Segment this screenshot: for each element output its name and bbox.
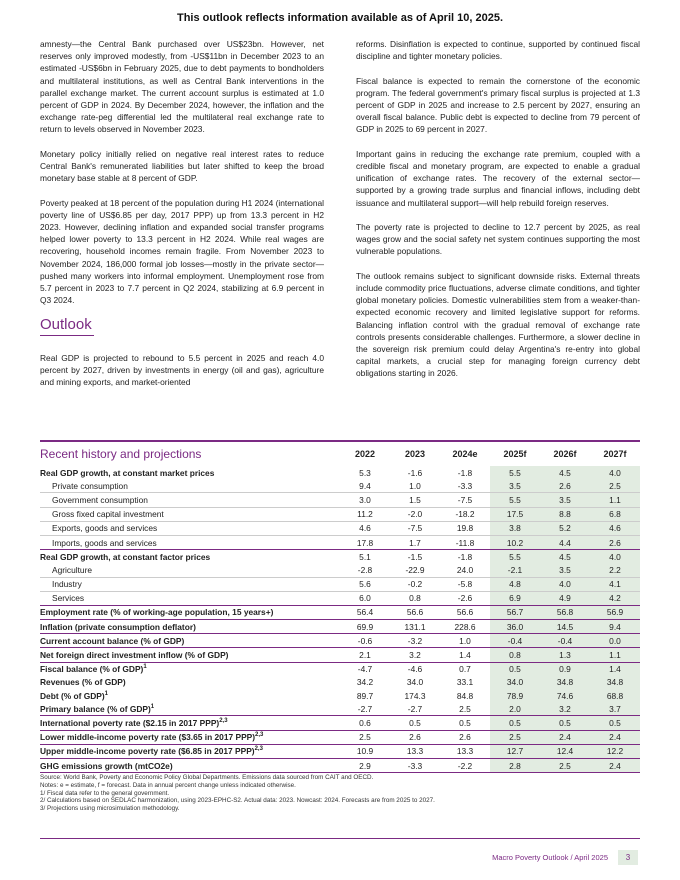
outlook-heading: Outlook	[40, 315, 92, 333]
year-header: 2027f	[590, 442, 640, 466]
row-label-text: Inflation (private consumption deflator)	[40, 621, 196, 632]
table-cell: -11.8	[455, 537, 475, 548]
table-cell: 56.9	[590, 605, 640, 619]
table-cell: -1.8	[440, 550, 490, 564]
table-cell: -18.2	[440, 507, 490, 521]
row-label-text: Industry	[52, 579, 82, 590]
table-cell: 36.0	[490, 620, 540, 634]
table-cell: 2.4	[590, 758, 640, 772]
table-row	[40, 702, 640, 716]
table-cell: -5.8	[440, 577, 490, 591]
table-cell: 2.5	[540, 758, 590, 772]
table-cell: 6.8	[590, 507, 640, 521]
table-row	[40, 521, 640, 535]
note: 2/ Calculations based on SEDLAC harmonization, using 2023-EPHC-S2. Actual data: 2023. Nowcast: 2024. Forecasts are from 2025 to 2027.	[40, 797, 435, 805]
table-cell: 1.1	[590, 648, 640, 662]
table-cell: 5.3	[359, 467, 371, 478]
table-cell: 13.3	[390, 744, 440, 758]
row-label-text: Fiscal balance (% of GDP)	[40, 664, 144, 675]
table-row	[40, 730, 640, 744]
table-cell: 74.6	[540, 689, 590, 702]
projections-table-container	[40, 440, 640, 773]
table-cell: -4.6	[390, 662, 440, 676]
table-cell: 0.5	[390, 716, 440, 730]
year-header: 2024e	[452, 449, 478, 459]
table-cell: 0.5	[540, 716, 590, 730]
table-cell: 2.2	[590, 563, 640, 577]
table-row	[40, 507, 640, 521]
left-text-column	[40, 38, 324, 401]
source-note: Source: World Bank, Poverty and Economic Policy Global Departments. Emissions data sourced from CAIT and OECD.	[40, 774, 374, 781]
table-cell: 4.9	[540, 591, 590, 605]
footer-publication: Macro Poverty Outlook / April 2025	[492, 853, 608, 862]
page-number: 3	[618, 850, 638, 865]
table-cell: -2.1	[490, 563, 540, 577]
table-cell: 8.8	[540, 507, 590, 521]
table-cell: 11.2	[340, 507, 390, 521]
table-cell: 12.7	[490, 744, 540, 758]
paragraph: The poverty rate is projected to decline to 12.7 percent by 2025, as real wages grow and the social safety net system continues supporting the most vulnerable populations.	[356, 222, 640, 257]
table-row	[40, 662, 640, 676]
footnote-marker: 2,3	[255, 732, 264, 739]
row-label	[40, 605, 340, 619]
table-cell: 4.1	[590, 577, 640, 591]
table-cell: 19.8	[440, 521, 490, 535]
table-cell: 4.0	[590, 550, 640, 564]
table-cell: 3.5	[490, 479, 540, 493]
footnote-marker: 2,3	[219, 718, 228, 725]
table-cell: -3.3	[390, 758, 440, 772]
table-row	[40, 577, 640, 591]
table-cell: 34.8	[590, 676, 640, 689]
table-row	[40, 744, 640, 758]
table-cell: 3.2	[390, 648, 440, 662]
table-cell: 89.7	[356, 690, 374, 701]
row-label-text: Upper middle-income poverty rate ($6.85 in 2017 PPP)	[40, 746, 255, 757]
row-label-text: GHG emissions growth (mtCO2e)	[40, 760, 173, 771]
table-row	[40, 605, 640, 619]
table-cell: -2.7	[357, 703, 373, 714]
table-cell: 5.1	[340, 550, 390, 564]
table-cell: 24.0	[440, 563, 490, 577]
row-label	[40, 563, 340, 577]
table-cell: 69.9	[340, 620, 390, 634]
row-label	[40, 466, 340, 479]
table-cell: 0.5	[440, 716, 490, 730]
table-cell: 2.9	[340, 758, 390, 772]
table-cell: 2.1	[340, 648, 390, 662]
row-label-text: Current account balance (% of GDP)	[40, 635, 185, 646]
table-cell: -3.3	[440, 479, 490, 493]
table-notes	[40, 774, 640, 813]
table-cell: 4.5	[540, 550, 590, 564]
row-label	[40, 730, 340, 744]
year-header: 2022	[354, 449, 376, 459]
table-cell: 10.2	[490, 535, 540, 549]
year-header: 2023	[404, 449, 426, 459]
table-cell: 56.7	[490, 605, 540, 619]
table-cell: 5.2	[540, 521, 590, 535]
row-label	[40, 577, 340, 591]
row-label	[40, 634, 340, 648]
row-label-text: Revenues (% of GDP)	[40, 677, 126, 688]
table-cell: 2.4	[590, 730, 640, 744]
table-cell: -0.2	[390, 577, 440, 591]
table-cell: 2.6	[440, 730, 490, 744]
table-cell: 2.4	[540, 730, 590, 744]
table-row	[40, 689, 640, 702]
table-cell: 14.5	[540, 620, 590, 634]
table-title: Recent history and projections	[40, 447, 202, 461]
table-cell: 174.3	[404, 690, 426, 701]
row-label-text: Real GDP growth, at constant factor prices	[40, 551, 211, 562]
table-cell: 0.9	[540, 662, 590, 676]
row-label-text: Employment rate (% of working-age population, 15 years+)	[40, 607, 274, 618]
row-label	[40, 758, 340, 772]
table-cell: 68.8	[590, 689, 640, 702]
table-cell: 2.5	[459, 703, 471, 714]
table-cell: 13.3	[440, 744, 490, 758]
table-row	[40, 493, 640, 507]
row-label	[40, 676, 340, 689]
table-cell: 3.7	[590, 702, 640, 716]
table-cell: 2.8	[490, 758, 540, 772]
table-cell: -2.8	[340, 563, 390, 577]
table-cell: -7.5	[440, 493, 490, 507]
row-label-text: Private consumption	[52, 480, 128, 491]
table-cell: 2.6	[590, 535, 640, 549]
table-cell: 5.5	[490, 550, 540, 564]
table-cell: 0.8	[409, 593, 421, 604]
table-row	[40, 676, 640, 689]
row-label-text: Lower middle-income poverty rate ($3.65 in 2017 PPP)	[40, 732, 256, 743]
table-row	[40, 591, 640, 605]
table-cell: 56.6	[390, 605, 440, 619]
row-label-text: Primary balance (% of GDP)	[40, 703, 151, 714]
table-cell: 34.0	[490, 676, 540, 689]
paragraph: reforms. Disinflation is expected to continue, supported by continued fiscal discipline and tighter monetary policies.	[356, 39, 640, 62]
table-cell: 4.4	[540, 535, 590, 549]
paragraph: amnesty—the Central Bank purchased over US$23bn. However, net reserves only improved modestly, from -US$11bn in December 2023 to an estimated -US$6bn in February 2025, due to debt payments to bondholders and multilateral institutions, as well as Central Bank interventions in the parallel exchange market. The current account surplus is estimated at 1.0 percent of GDP in 2024. By December 2024, however, the inflation and the exchange rate-peg differential led the multilateral real exchange rate to return to levels observed in November 2023.	[40, 39, 324, 135]
table-cell: 1.1	[590, 493, 640, 507]
table-cell: 9.4	[340, 479, 390, 493]
table-row	[40, 563, 640, 577]
table-row	[40, 550, 640, 564]
table-cell: 0.6	[340, 716, 390, 730]
table-cell: -2.6	[457, 593, 473, 604]
table-row	[40, 758, 640, 772]
table-cell: 4.6	[340, 521, 390, 535]
table-row	[40, 620, 640, 634]
note: 1/ Fiscal data refer to the general government.	[40, 789, 170, 797]
table-cell: 0.5	[590, 716, 640, 730]
table-cell: 4.5	[540, 466, 590, 479]
table-body	[40, 466, 640, 773]
row-label	[40, 591, 340, 605]
table-cell: 6.9	[490, 591, 540, 605]
row-label	[40, 662, 340, 676]
table-cell: 56.8	[540, 605, 590, 619]
footnote-marker: 1	[150, 703, 155, 710]
heading-underline	[40, 335, 94, 336]
table-cell: 4.0	[590, 466, 640, 479]
table-cell: -22.9	[390, 563, 440, 577]
table-cell: 4.0	[540, 577, 590, 591]
table-cell: 12.4	[540, 744, 590, 758]
row-label-text: International poverty rate ($2.15 in 2017 PPP)	[40, 717, 220, 728]
table-cell: 33.1	[456, 677, 474, 688]
table-cell: 1.0	[390, 479, 440, 493]
table-cell: 2.6	[540, 479, 590, 493]
table-cell: 0.5	[490, 716, 540, 730]
paragraph: The outlook remains subject to significant downside risks. External threats include commodity price fluctuations, adverse climate conditions, and tighter global monetary policies. Domestic vulnerabilities stem from a weaker-than-expected economic recovery and limited legislative support for reforms. Balancing inflation control with the gradual removal of exchange rate controls presents considerable challenges. Furthermore, a slower decline in the sovereign risk premium could delay Argentina's re-entry into global capital markets, a crucial step for managing foreign currency debt obligations starting in 2026.	[356, 270, 640, 379]
row-label-text: Net foreign direct investment inflow (% of GDP)	[40, 650, 229, 661]
row-label-text: Debt (% of GDP)	[40, 690, 105, 701]
table-cell: 3.5	[540, 493, 590, 507]
note: Notes: e = estimate, f = forecast. Data in annual percent change unless indicated otherwise.	[40, 781, 296, 789]
table-cell: 17.5	[490, 507, 540, 521]
table-cell: 2.0	[490, 702, 540, 716]
paragraph: Real GDP is projected to rebound to 5.5 percent in 2025 and reach 4.0 percent by 2027, driven by investments in energy (oil and gas), agriculture and mining exports, and market-oriented	[40, 352, 324, 388]
footnote-marker: 1	[104, 690, 109, 697]
table-cell: 0.5	[490, 662, 540, 676]
table-cell: 1.5	[390, 493, 440, 507]
table-cell: 10.9	[340, 744, 390, 758]
table-cell: 1.4	[590, 662, 640, 676]
note: 3/ Projections using microsimulation methodology.	[40, 805, 180, 813]
projections-table	[40, 442, 640, 773]
table-cell: 6.0	[359, 593, 371, 604]
row-label-text: Imports, goods and services	[52, 537, 157, 548]
table-cell: 2.5	[340, 730, 390, 744]
footnote-marker: 1	[143, 664, 147, 671]
table-row	[40, 716, 640, 730]
row-label	[40, 550, 340, 564]
availability-banner: This outlook reflects information available as of April 10, 2025.	[176, 12, 504, 24]
table-cell: 17.8	[356, 537, 374, 548]
table-cell: 3.0	[340, 493, 390, 507]
table-cell: 1.7	[409, 537, 421, 548]
year-header: 2026f	[540, 442, 590, 466]
row-label	[40, 716, 340, 730]
paragraph: Poverty peaked at 18 percent of the population during H1 2024 (international poverty line of US$6.85 per day, 2017 PPP) up from 13.3 percent in H2 2023. However, declining inflation and expanded social transfer programs helped lower poverty to 13.3 percent in H2 2024. While real wages are recovering, household incomes remain fragile. From November 2023 to November 2024, 186,000 formal job losses—mostly in the private sector—pushed many workers into informal employment. Unemployment rose from 5.7 percent in 2023 to 7.7 percent in Q2 2024, stabilizing at 6.9 percent in Q3 2024.	[40, 197, 325, 306]
table-cell: 56.4	[340, 605, 390, 619]
table-header-row	[40, 442, 640, 466]
table-row	[40, 479, 640, 493]
table-cell: 84.8	[456, 690, 474, 701]
table-cell: 4.6	[590, 521, 640, 535]
table-cell: 4.8	[490, 577, 540, 591]
table-cell: 3.8	[490, 521, 540, 535]
row-label	[40, 702, 340, 716]
table-cell: 34.0	[406, 677, 424, 688]
table-cell: -2.0	[390, 507, 440, 521]
table-row	[40, 535, 640, 549]
row-label	[40, 479, 340, 493]
table-cell: 1.0	[440, 634, 490, 648]
table-cell: 3.5	[540, 563, 590, 577]
row-label	[40, 493, 340, 507]
table-cell: 12.2	[590, 744, 640, 758]
table-cell: 56.6	[440, 605, 490, 619]
table-cell: 5.6	[340, 577, 390, 591]
table-cell: 9.4	[590, 620, 640, 634]
table-cell: -3.2	[390, 634, 440, 648]
row-label	[40, 535, 340, 549]
year-header: 2025f	[490, 442, 540, 466]
table-cell: 131.1	[390, 620, 440, 634]
table-cell: -2.7	[407, 703, 423, 714]
table-cell: -1.5	[390, 550, 440, 564]
table-row	[40, 466, 640, 479]
right-text-column	[356, 38, 640, 392]
row-label-text: Real GDP growth, at constant market prices	[40, 467, 215, 478]
paragraph: Important gains in reducing the exchange rate premium, coupled with a credible fiscal and monetary program, are expected to enable a gradual unification of exchange rates. The recovery of the external sector—supported by a growing trade surplus and financial inflows, including debt issuance and multilateral support—will help rebuild foreign reserves.	[356, 148, 640, 208]
table-cell: 4.2	[590, 591, 640, 605]
table-cell: 3.2	[540, 702, 590, 716]
table-cell: 5.5	[490, 493, 540, 507]
row-label-text: Agriculture	[52, 564, 93, 575]
footnote-marker: 2,3	[254, 746, 263, 753]
table-cell: -7.5	[390, 521, 440, 535]
table-cell: 2.5	[490, 730, 540, 744]
table-cell: 228.6	[440, 620, 490, 634]
table-cell: 0.8	[490, 648, 540, 662]
table-cell: -1.6	[407, 467, 423, 478]
paragraph: Monetary policy initially relied on negative real interest rates to reduce Central Bank's remunerated liabilities but later shifted to keep the broad monetary base stable at 8 percent of GDP.	[40, 148, 324, 184]
row-label	[40, 521, 340, 535]
row-label	[40, 507, 340, 521]
table-cell: -0.4	[490, 634, 540, 648]
table-row	[40, 648, 640, 662]
table-cell: 2.5	[590, 479, 640, 493]
row-label	[40, 648, 340, 662]
row-label	[40, 744, 340, 758]
table-cell: 1.3	[540, 648, 590, 662]
table-cell: -4.7	[340, 662, 390, 676]
table-cell: 34.2	[356, 677, 374, 688]
table-cell: 1.4	[440, 648, 490, 662]
table-cell: 5.5	[490, 466, 540, 479]
table-cell: -1.8	[457, 467, 473, 478]
footer-rule	[40, 838, 640, 839]
table-cell: -0.4	[540, 634, 590, 648]
row-label-text: Government consumption	[52, 494, 148, 505]
table-cell: 34.8	[540, 676, 590, 689]
table-cell: 78.9	[490, 689, 540, 702]
table-cell: 0.7	[440, 662, 490, 676]
table-cell: -0.6	[340, 634, 390, 648]
table-cell: 0.0	[590, 634, 640, 648]
row-label-text: Exports, goods and services	[52, 523, 158, 534]
table-cell: 2.6	[390, 730, 440, 744]
row-label-text: Services	[52, 593, 85, 604]
row-label	[40, 620, 340, 634]
row-label-text: Gross fixed capital investment	[52, 509, 164, 520]
table-cell: -2.2	[440, 758, 490, 772]
table-row	[40, 634, 640, 648]
paragraph: Fiscal balance is expected to remain the cornerstone of the economic program. The federal government's primary fiscal surplus is projected at 1.3 percent of GDP in 2025 and increase to 2.5 percent by 2027, ensuring an overall fiscal balance. Public debt is expected to decline from 79 percent of GDP in 2025 to 69 percent in 2027.	[356, 75, 640, 135]
row-label	[40, 689, 340, 702]
